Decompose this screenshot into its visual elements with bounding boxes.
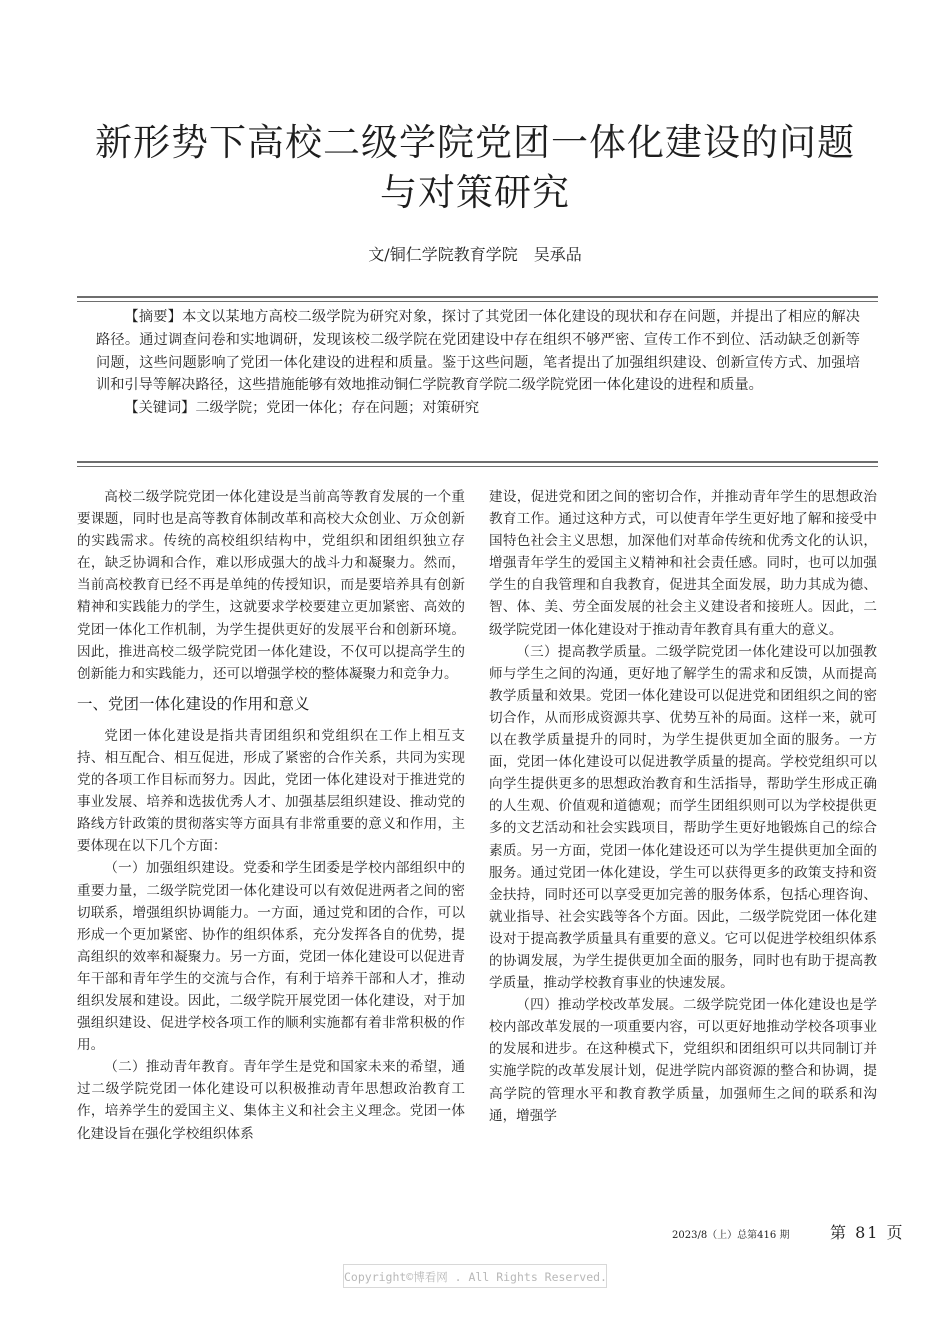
body-paragraph: （三）提高教学质量。二级学院党团一体化建设可以加强教师与学生之间的沟通，更好地了解学生的需求和反馈，从而提高教学质量和效果。党团一体化建设可以促进党和团组织之间的密切合作，从而形成资源共享、优势互补的局面。这样一来，就可以在教学质量提升的同时，为学生提供更加全面的服务。一方面，党团一体化建设可以促进教学质量的提高。学校党组织可以向学生提供更多的思想政治教育和生活指导，帮助学生形成正确的人生观、价值观和道德观；而学生团组织则可以为学校提供更多的文艺活动和社会实践项目，帮助学生更好地锻炼自己的综合素质。另一方面，党团一体化建设还可以为学生提供更加全面的服务。通过党团一体化建设，学生可以获得更多的政策支持和资金扶持，同时还可以享受更加完善的服务体系，包括心理咨询、就业指导、社会实践等各个方面。因此，二级学院党团一体化建设对于提高教学质量具有重要的意义。它可以促进学校组织体系的协调发展，为学生提供更加全面的服务，同时也有助于提高教学质量，推动学校教育事业的快速发展。 — [489, 643, 877, 992]
page-number: 第 81 页 — [830, 1223, 905, 1242]
body-paragraph: 党团一体化建设是指共青团组织和党组织在工作上相互支持、相互配合、相互促进，形成了紧密的合作关系，共同为实现党的各项工作目标而努力。因此，党团一体化建设对于推进党的事业发展、培养和选拔优秀人才、加强基层组织建设、推动党的路线方针政策的贯彻落实等方面具有非常重要的意义和作用，主要体现在以下几个方面： — [77, 727, 465, 855]
keywords-text: 【关键词】二级学院；党团一体化；存在问题；对策研究 — [124, 400, 480, 417]
article-title — [60, 118, 890, 218]
article-title-line2: 与对策研究 — [380, 171, 570, 214]
body-paragraph: （四）推动学校改革发展。二级学院党团一体化建设也是学校内部改革发展的一项重要内容，可以更好地推动学校各项事业的发展和进步。在这种模式下，党组织和团组织可以共同制订并实施学院的改革发展计划，促进学院内部资源的整合和协调，提高学院的管理水平和教育教学质量，加强师生之间的联系和沟通，增强学 — [489, 997, 877, 1124]
body-paragraph: （二）推动青年教育。青年学生是党和国家未来的希望，通过二级学院党团一体化建设可以积极推动青年思想政治教育工作，培养学生的爱国主义、集体主义和社会主义理念。党团一体化建设旨在强化学校组织体系 — [77, 1059, 465, 1142]
abstract-top-rule — [77, 296, 878, 298]
abstract-block — [96, 306, 860, 420]
body-column-left — [77, 486, 465, 1145]
body-paragraph: 建设，促进党和团之间的密切合作，并推动青年学生的思想政治教育工作。通过这种方式，可以使青年学生更好地了解和接受中国特色社会主义思想，加深他们对革命传统和优秀文化的认识，增强青年学生的爱国主义精神和社会责任感。同时，也可以加强学生的自我管理和自我教育，促进其全面发展，助力其成为德、智、体、美、劳全面发展的社会主义建设者和接班人。因此，二级学院党团一体化建设对于推动青年教育具有重大的意义。 — [489, 489, 877, 638]
abstract-top-rule-thin — [77, 301, 878, 302]
body-column-right — [489, 486, 877, 1127]
author-line: 文/铜仁学院教育学院 吴承品 — [368, 245, 582, 264]
abstract-bottom-rule — [77, 461, 878, 463]
copyright-watermark: Copyright©博看网 . All Rights Reserved. — [343, 1264, 607, 1288]
issue-info: 2023/8（上）总第416 期 — [672, 1230, 790, 1241]
body-paragraph: 高校二级学院党团一体化建设是当前高等教育发展的一个重要课题，同时也是高等教育体制改革和高校大众创业、万众创新的实践需求。传统的高校组织结构中，党组织和团组织独立存在，缺乏协调和合作，难以形成强大的战斗力和凝聚力。然而，当前高校教育已经不再是单纯的传授知识，而是要培养具有创新精神和实践能力的学生，这就要求学校要建立更加紧密、高效的党团一体化工作机制，为学生提供更好的发展平台和创新环境。因此，推进高校二级学院党团一体化建设，不仅可以提高学生的创新能力和实践能力，还可以增强学校的整体凝聚力和竞争力。 — [77, 489, 465, 682]
body-paragraph: （一）加强组织建设。党委和学生团委是学校内部组织中的重要力量，二级学院党团一体化建设可以有效促进两者之间的密切联系，增强组织协调能力。一方面，通过党和团的合作，可以形成一个更加紧密、协作的组织体系，充分发挥各自的优势，提高组织的效率和凝聚力。另一方面，党团一体化建设可以促进青年干部和青年学生的交流与合作，有利于培养干部和人才，推动组织发展和建设。因此，二级学院开展党团一体化建设，对于加强组织建设、促进学校各项工作的顺利实施都有着非常积极的作用。 — [77, 860, 465, 1054]
abstract-bottom-rule-thin — [77, 466, 878, 467]
section-heading: 一、党团一体化建设的作用和意义 — [77, 694, 310, 713]
abstract-text: 【摘要】本文以某地方高校二级学院为研究对象，探讨了其党团一体化建设的现状和存在问题，并提出了相应的解决路径。通过调查问卷和实地调研，发现该校二级学院在党团建设中存在组织不够严密、宣传工作不到位、活动缺乏创新等问题，这些问题影响了党团一体化建设的进程和质量。鉴于这些问题，笔者提出了加强组织建设、创新宣传方式、加强培训和引导等解决路径，这些措施能够有效地推动铜仁学院教育学院二级学院党团一体化建设的进程和质量。 — [96, 309, 860, 394]
article-title-line1: 新形势下高校二级学院党团一体化建设的问题 — [95, 121, 855, 164]
